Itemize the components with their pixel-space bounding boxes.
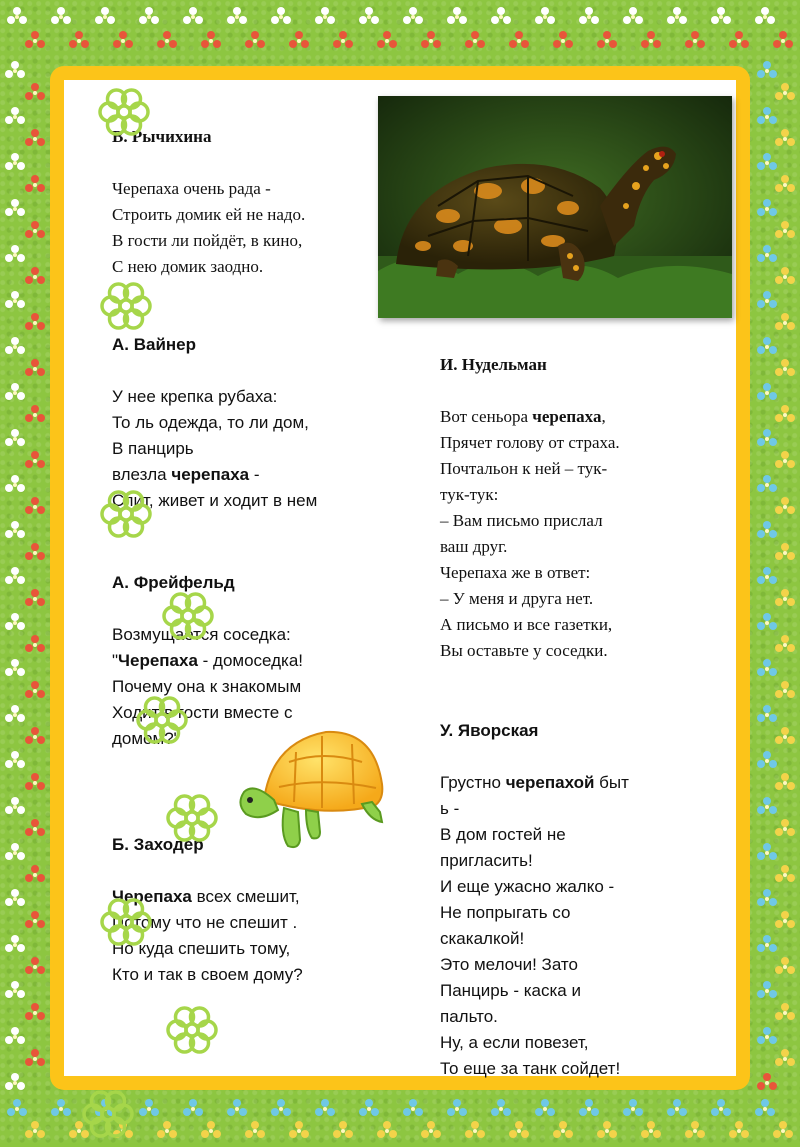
poem-line: Грустно черепахой быт xyxy=(440,773,629,792)
poem-line: Кто и так в своем дому? xyxy=(112,965,303,984)
background-flower-icon xyxy=(578,6,600,28)
background-flower-icon xyxy=(24,542,46,564)
background-flower-icon xyxy=(244,1120,266,1142)
background-flower-icon xyxy=(420,1120,442,1142)
background-flower-icon xyxy=(774,910,796,932)
background-flower-icon xyxy=(24,680,46,702)
background-flower-icon xyxy=(4,1072,26,1094)
background-flower-icon xyxy=(4,842,26,864)
poem-line: Строить домик ей не надо. xyxy=(112,205,306,224)
background-flower-icon xyxy=(244,30,266,52)
background-flower-icon xyxy=(640,30,662,52)
background-flower-icon xyxy=(24,726,46,748)
background-flower-icon xyxy=(270,6,292,28)
background-flower-icon xyxy=(684,1120,706,1142)
poem-line: пальто. xyxy=(440,1007,498,1026)
background-flower-icon xyxy=(24,312,46,334)
background-flower-icon xyxy=(622,1098,644,1120)
background-flower-icon xyxy=(138,6,160,28)
background-flower-icon xyxy=(710,6,732,28)
background-flower-icon xyxy=(490,1098,512,1120)
background-flower-icon xyxy=(4,336,26,358)
background-flower-icon xyxy=(332,30,354,52)
poem-line: И еще ужасно жалко - xyxy=(440,877,615,896)
background-flower-icon xyxy=(552,1120,574,1142)
turtle-photo xyxy=(378,96,732,318)
flower-icon xyxy=(134,692,190,748)
background-flower-icon xyxy=(4,658,26,680)
background-flower-icon xyxy=(756,106,778,128)
background-flower-icon xyxy=(226,6,248,28)
background-flower-icon xyxy=(24,450,46,472)
poem-lines xyxy=(440,770,629,1082)
poem-line: ь - xyxy=(440,799,460,818)
background-flower-icon xyxy=(774,726,796,748)
background-flower-icon xyxy=(640,1120,662,1142)
background-flower-icon xyxy=(756,474,778,496)
flower-icon xyxy=(164,1002,220,1058)
poem-line: Черепаха очень рада - xyxy=(112,179,271,198)
poem-line: Вот сеньора черепаха, xyxy=(440,407,606,426)
poem-line: В гости ли пойдёт, в кино, xyxy=(112,231,303,250)
background-flower-icon xyxy=(4,152,26,174)
background-flower-icon xyxy=(756,750,778,772)
background-flower-icon xyxy=(756,612,778,634)
flower-icon xyxy=(98,278,154,334)
background-flower-icon xyxy=(182,6,204,28)
background-flower-icon xyxy=(24,818,46,840)
background-flower-icon xyxy=(774,542,796,564)
background-flower-icon xyxy=(4,566,26,588)
background-flower-icon xyxy=(446,1098,468,1120)
background-flower-icon xyxy=(200,1120,222,1142)
background-flower-icon xyxy=(24,910,46,932)
background-flower-icon xyxy=(402,1098,424,1120)
background-flower-icon xyxy=(774,266,796,288)
background-flower-icon xyxy=(156,30,178,52)
poem-line: Потому что не спешит . xyxy=(112,913,298,932)
background-flower-icon xyxy=(490,6,512,28)
flower-icon xyxy=(80,1086,136,1142)
background-flower-icon xyxy=(596,30,618,52)
flower-icon xyxy=(164,790,220,846)
background-flower-icon xyxy=(24,220,46,242)
background-flower-icon xyxy=(756,566,778,588)
background-flower-icon xyxy=(314,6,336,28)
background-flower-icon xyxy=(756,1072,778,1094)
background-flower-icon xyxy=(94,6,116,28)
poem-line: Почтальон к ней – тук- xyxy=(440,459,608,478)
background-flower-icon xyxy=(376,1120,398,1142)
poem-line: Вы оставьте у соседки. xyxy=(440,641,608,660)
poem-line: домом?" xyxy=(112,729,180,748)
background-flower-icon xyxy=(4,934,26,956)
background-flower-icon xyxy=(774,312,796,334)
background-flower-icon xyxy=(4,520,26,542)
background-flower-icon xyxy=(358,1098,380,1120)
background-flower-icon xyxy=(774,220,796,242)
background-flower-icon xyxy=(756,1026,778,1048)
background-flower-icon xyxy=(332,1120,354,1142)
background-flower-icon xyxy=(756,980,778,1002)
background-flower-icon xyxy=(756,382,778,404)
poem-line: пригласить! xyxy=(440,851,533,870)
background-flower-icon xyxy=(774,174,796,196)
background-flower-icon xyxy=(666,1098,688,1120)
poem-line: Прячет голову от страха. xyxy=(440,433,620,452)
background-flower-icon xyxy=(4,1026,26,1048)
poem-line: скакалкой! xyxy=(440,929,525,948)
poem-author: В. Рычихина xyxy=(112,127,212,146)
background-flower-icon xyxy=(756,934,778,956)
flower-icon xyxy=(96,84,152,140)
poem-author: А. Вайнер xyxy=(112,335,197,354)
background-flower-icon xyxy=(774,680,796,702)
poem-line: У нее крепка рубаха: xyxy=(112,387,278,406)
poem-line: Ну, а если повезет, xyxy=(440,1033,589,1052)
poem-line: С нею домик заодно. xyxy=(112,257,264,276)
background-flower-icon xyxy=(772,1120,794,1142)
background-flower-icon xyxy=(756,520,778,542)
background-flower-icon xyxy=(774,450,796,472)
background-flower-icon xyxy=(68,30,90,52)
background-flower-icon xyxy=(596,1120,618,1142)
background-flower-icon xyxy=(774,82,796,104)
background-flower-icon xyxy=(358,6,380,28)
background-flower-icon xyxy=(24,30,46,52)
background-flower-icon xyxy=(24,404,46,426)
background-flower-icon xyxy=(4,796,26,818)
background-flower-icon xyxy=(534,6,556,28)
background-flower-icon xyxy=(756,704,778,726)
poem-line: Панцирь - каска и xyxy=(440,981,581,1000)
background-flower-icon xyxy=(24,588,46,610)
background-flower-icon xyxy=(684,30,706,52)
background-flower-icon xyxy=(24,634,46,656)
background-flower-icon xyxy=(4,980,26,1002)
background-flower-icon xyxy=(756,244,778,266)
background-flower-icon xyxy=(756,888,778,910)
background-flower-icon xyxy=(4,106,26,128)
background-flower-icon xyxy=(508,30,530,52)
background-flower-icon xyxy=(728,1120,750,1142)
background-flower-icon xyxy=(754,1098,776,1120)
background-flower-icon xyxy=(314,1098,336,1120)
background-flower-icon xyxy=(4,750,26,772)
background-flower-icon xyxy=(24,266,46,288)
poem-author: У. Яворская xyxy=(440,721,539,740)
background-flower-icon xyxy=(534,1098,556,1120)
background-flower-icon xyxy=(666,6,688,28)
poem-line: Почему она к знакомым xyxy=(112,677,302,696)
background-flower-icon xyxy=(4,244,26,266)
background-flower-icon xyxy=(728,30,750,52)
background-flower-icon xyxy=(156,1120,178,1142)
background-flower-icon xyxy=(4,382,26,404)
poem-line: А письмо и все газетки, xyxy=(440,615,613,634)
poem-line: ваш друг. xyxy=(440,537,508,556)
background-flower-icon xyxy=(24,1120,46,1142)
background-flower-icon xyxy=(552,30,574,52)
background-flower-icon xyxy=(774,588,796,610)
background-flower-icon xyxy=(774,1048,796,1070)
background-flower-icon xyxy=(756,428,778,450)
background-flower-icon xyxy=(756,796,778,818)
background-flower-icon xyxy=(4,888,26,910)
background-flower-icon xyxy=(24,128,46,150)
background-flower-icon xyxy=(774,864,796,886)
flower-icon xyxy=(98,894,154,950)
poem-line: Спит, живет и ходит в нем xyxy=(112,491,318,510)
background-flower-icon xyxy=(24,174,46,196)
poem-line: – У меня и друга нет. xyxy=(440,589,594,608)
background-flower-icon xyxy=(6,1098,28,1120)
poem-line: Ходит в гости вместе с xyxy=(112,703,293,722)
background-flower-icon xyxy=(4,704,26,726)
background-flower-icon xyxy=(24,956,46,978)
background-flower-icon xyxy=(4,612,26,634)
poem-rychikhina xyxy=(112,124,305,280)
poem-line: тук-тук: xyxy=(440,485,499,504)
background-flower-icon xyxy=(774,358,796,380)
background-flower-icon xyxy=(112,30,134,52)
flower-icon xyxy=(98,486,154,542)
poem-line: То еще за танк сойдет! xyxy=(440,1059,621,1078)
poem-line: В панцирь xyxy=(112,439,194,458)
poem-author: А. Фрейфельд xyxy=(112,573,235,592)
background-flower-icon xyxy=(774,772,796,794)
background-flower-icon xyxy=(774,634,796,656)
background-flower-icon xyxy=(508,1120,530,1142)
poem-nudelman xyxy=(440,352,620,664)
background-flower-icon xyxy=(24,1048,46,1070)
poem-line: Возмущается соседка: xyxy=(112,625,291,644)
poem-line: То ль одежда, то ли дом, xyxy=(112,413,309,432)
background-flower-icon xyxy=(756,198,778,220)
background-flower-icon xyxy=(464,1120,486,1142)
background-flower-icon xyxy=(774,404,796,426)
background-flower-icon xyxy=(50,6,72,28)
background-flower-icon xyxy=(24,772,46,794)
poem-yavorskaya xyxy=(440,718,629,1082)
background-flower-icon xyxy=(622,6,644,28)
poem-author: Б. Заходер xyxy=(112,835,204,854)
poem-line: влезла черепаха - xyxy=(112,465,260,484)
poem-line: Черепаха же в ответ: xyxy=(440,563,591,582)
background-flower-icon xyxy=(774,818,796,840)
background-flower-icon xyxy=(24,358,46,380)
background-flower-icon xyxy=(288,30,310,52)
background-flower-icon xyxy=(756,336,778,358)
background-flower-icon xyxy=(270,1098,292,1120)
background-flower-icon xyxy=(200,30,222,52)
background-flower-icon xyxy=(6,6,28,28)
flower-icon xyxy=(160,588,216,644)
background-flower-icon xyxy=(756,842,778,864)
background-flower-icon xyxy=(226,1098,248,1120)
background-flower-icon xyxy=(756,152,778,174)
background-flower-icon xyxy=(4,198,26,220)
background-flower-icon xyxy=(402,6,424,28)
background-flower-icon xyxy=(4,428,26,450)
background-flower-icon xyxy=(774,1002,796,1024)
poem-line: "Черепаха - домоседка! xyxy=(112,651,304,670)
poem-author: И. Нудельман xyxy=(440,355,547,374)
poem-line: Черепаха всех смешит, xyxy=(112,887,300,906)
background-flower-icon xyxy=(774,956,796,978)
background-flower-icon xyxy=(772,30,794,52)
background-flower-icon xyxy=(182,1098,204,1120)
background-flower-icon xyxy=(464,30,486,52)
background-flower-icon xyxy=(756,60,778,82)
background-flower-icon xyxy=(24,864,46,886)
poem-line: Не попрыгать со xyxy=(440,903,571,922)
background-flower-icon xyxy=(4,60,26,82)
background-flower-icon xyxy=(710,1098,732,1120)
poem-lines xyxy=(440,404,620,664)
poem-lines xyxy=(112,176,305,280)
background-flower-icon xyxy=(288,1120,310,1142)
poem-line: В дом гостей не xyxy=(440,825,566,844)
background-flower-icon xyxy=(774,496,796,518)
background-flower-icon xyxy=(4,474,26,496)
background-flower-icon xyxy=(420,30,442,52)
poem-line: Это мелочи! Зато xyxy=(440,955,578,974)
background-flower-icon xyxy=(446,6,468,28)
background-flower-icon xyxy=(774,128,796,150)
background-flower-icon xyxy=(138,1098,160,1120)
background-flower-icon xyxy=(4,290,26,312)
background-flower-icon xyxy=(376,30,398,52)
background-flower-icon xyxy=(756,658,778,680)
background-flower-icon xyxy=(756,290,778,312)
background-flower-icon xyxy=(24,82,46,104)
background-flower-icon xyxy=(24,496,46,518)
background-flower-icon xyxy=(754,6,776,28)
poem-line: – Вам письмо прислал xyxy=(440,511,603,530)
background-flower-icon xyxy=(24,1002,46,1024)
background-flower-icon xyxy=(50,1098,72,1120)
poem-line: Но куда спешить тому, xyxy=(112,939,291,958)
background-flower-icon xyxy=(578,1098,600,1120)
